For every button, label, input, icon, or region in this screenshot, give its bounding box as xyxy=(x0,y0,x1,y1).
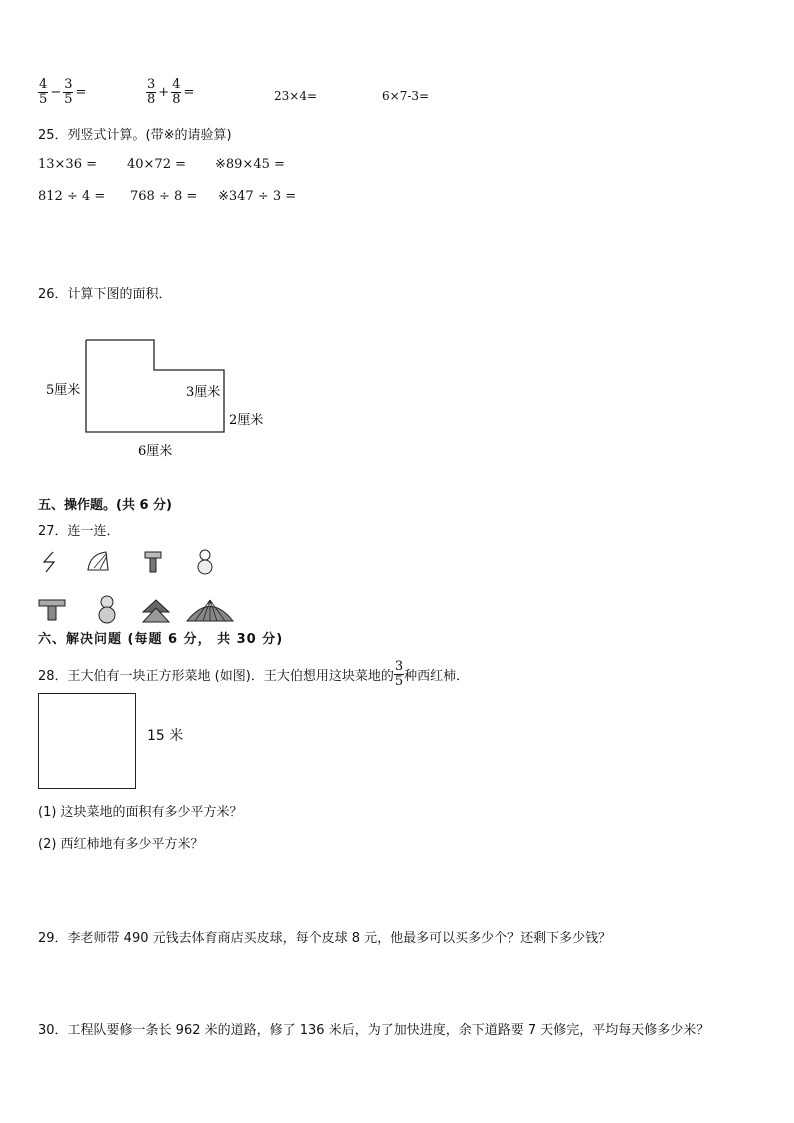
table-front-view-icon xyxy=(143,550,163,574)
umbrella-side-view-icon xyxy=(86,550,110,574)
question-27-title: 27．连一连． xyxy=(38,524,120,539)
calc-item: 40×72 = xyxy=(127,157,187,172)
calc-item: ※347 ÷ 3 = xyxy=(218,189,297,204)
calc-item: ※89×45 = xyxy=(215,157,285,172)
fraction: $\frac{3}{5}$ xyxy=(394,659,404,689)
fraction: $\frac{3}{5}$ xyxy=(64,77,73,107)
question-28-sub-2: (2) 西红柿地有多少平方米？ xyxy=(38,837,204,852)
fraction-expression-1: $\frac{4}{5}$ − $\frac{3}{5}$ = xyxy=(39,77,87,107)
calc-item: 768 ÷ 8 = xyxy=(130,189,198,204)
fraction-expression-2: $\frac{3}{8}$ + $\frac{4}{8}$ = xyxy=(147,77,195,107)
l-shape-figure xyxy=(40,332,280,464)
fraction: $\frac{4}{8}$ xyxy=(172,77,181,107)
tent-object-icon xyxy=(141,598,171,624)
snowman-view-icon xyxy=(196,548,214,576)
snowman-object-icon xyxy=(96,594,118,624)
square-side-label: 15 米 xyxy=(147,728,184,744)
square-plot-figure xyxy=(38,693,136,789)
label-step: 3厘米 xyxy=(186,385,221,400)
umbrella-object-icon xyxy=(185,598,235,624)
question-28-text: 28．王大伯有一块正方形菜地 (如图)．王大伯想用这块菜地的 $\frac{3}{5}$ 种西红柿． xyxy=(38,659,470,689)
lightning-view-icon xyxy=(40,550,60,574)
fraction: $\frac{4}{5}$ xyxy=(39,77,48,107)
question-29-text: 29．李老师带 490 元钱去体育商店买皮球，每个皮球 8 元，他最多可以买多少个？还剩下多少钱？ xyxy=(38,931,612,946)
calc-item: 812 ÷ 4 = xyxy=(38,189,106,204)
label-bottom: 6厘米 xyxy=(138,444,173,459)
question-25-title: 25．列竖式计算。(带※的请验算) xyxy=(38,128,232,143)
section-5-title: 五、操作题。(共 6 分) xyxy=(38,498,172,513)
calc-item: 13×36 = xyxy=(38,157,98,172)
label-left: 5厘米 xyxy=(46,383,81,398)
expression-3: 23×4= xyxy=(274,89,318,103)
expression-4: 6×7-3= xyxy=(382,89,430,103)
table-object-icon xyxy=(38,596,66,622)
question-26-title: 26．计算下图的面积． xyxy=(38,287,172,302)
label-right: 2厘米 xyxy=(229,413,264,428)
question-28-sub-1: (1) 这块菜地的面积有多少平方米？ xyxy=(38,805,243,820)
section-6-title: 六、解决问题 (每题 6 分， 共 30 分) xyxy=(38,632,284,647)
question-30-text: 30．工程队要修一条长 962 米的道路，修了 136 米后，为了加快进度，余下道路要 7 天修完，平均每天修多少米？ xyxy=(38,1023,710,1038)
fraction: $\frac{3}{8}$ xyxy=(147,77,156,107)
